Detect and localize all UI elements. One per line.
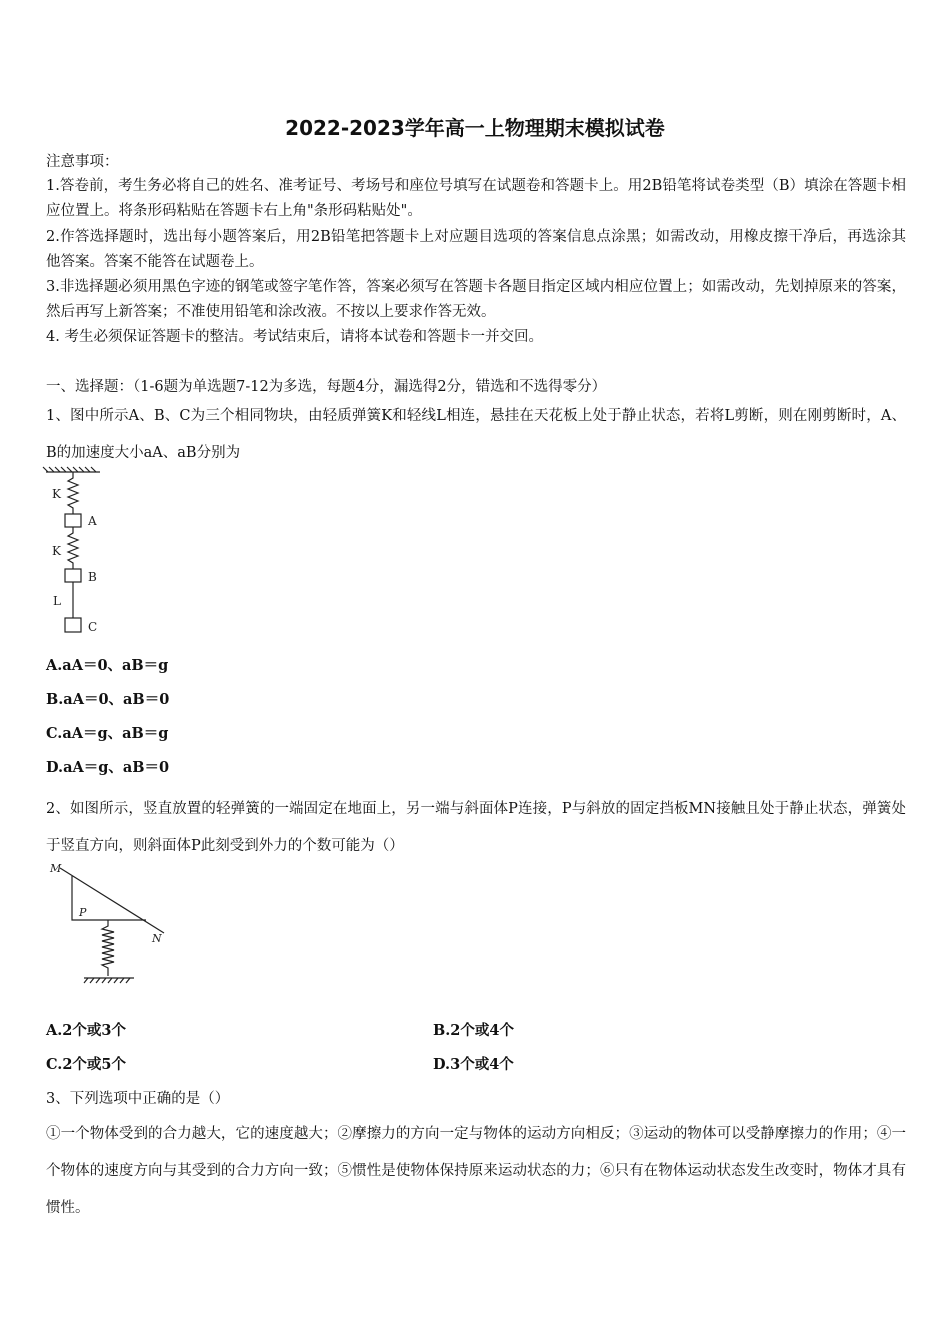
q2-option-b: B.2个或4个 <box>433 1022 514 1039</box>
q1-option-a: A.aA＝0、aB＝g <box>46 657 169 674</box>
q2-option-c: C.2个或5个 <box>46 1056 127 1073</box>
q1-option-d: D.aA＝g、aB＝0 <box>46 759 170 776</box>
figure-label-c: C <box>88 620 98 634</box>
notice-item-3: 3.非选择题必须用黑色字迹的钢笔或签字笔作答，答案必须写在答题卡各题目指定区域内相应位置上；如需改动，先划掉原来的答案，然后再写上新答案；不准使用铅笔和涂改液。不按以上要求作答无效。 <box>46 279 906 320</box>
figure-label-b: B <box>88 570 97 584</box>
figure-label-k-top: K <box>52 487 61 501</box>
question-3-stem: 3、下列选项中正确的是（） <box>46 1091 230 1107</box>
q2-option-a: A.2个或3个 <box>46 1022 126 1039</box>
figure-label-a: A <box>88 514 97 528</box>
notice-heading: 注意事项： <box>46 154 119 170</box>
notice-item-1: 1.答卷前，考生务必将自己的姓名、准考证号、考场号和座位号填写在试题卷和答题卡上。用2B铅笔将试卷类型（B）填涂在答题卡相应位置上。将条形码粘贴在答题卡右上角"条形码粘贴处"。 <box>46 178 906 219</box>
figure-label-l: L <box>53 594 61 608</box>
page-title: 2022-2023学年高一上物理期末模拟试卷 <box>285 116 665 140</box>
question-2-figure <box>46 858 171 986</box>
figure-label-m: M <box>50 862 62 875</box>
question-1-stem: 1、图中所示A、B、C为三个相同物块，由轻质弹簧K和轻线L相连，悬挂在天花板上处于静止状态，若将L剪断，则在刚剪断时，A、B的加速度大小aA、aB分别为 <box>46 408 906 461</box>
q1-option-c: C.aA＝g、aB＝g <box>46 725 169 742</box>
figure-label-p: P <box>79 906 87 919</box>
figure-label-k-bottom: K <box>52 544 61 558</box>
figure-label-n: N <box>152 932 162 945</box>
notice-item-4: 4. 考生必须保证答题卡的整洁。考试结束后，请将本试卷和答题卡一并交回。 <box>46 329 543 345</box>
q1-option-b: B.aA＝0、aB＝0 <box>46 691 170 708</box>
section-heading: 一、选择题：（1-6题为单选题7-12为多选，每题4分，漏选得2分，错选和不选得零分） <box>46 379 607 395</box>
question-2-stem: 2、如图所示，竖直放置的轻弹簧的一端固定在地面上，另一端与斜面体P连接，P与斜放的固定挡板MN接触且处于静止状态，弹簧处于竖直方向，则斜面体P此刻受到外力的个数可能为（） <box>46 801 906 854</box>
notice-item-2: 2.作答选择题时，选出每小题答案后，用2B铅笔把答题卡上对应题目选项的答案信息点涂黑；如需改动，用橡皮擦干净后，再选涂其他答案。答案不能答在试题卷上。 <box>46 229 906 270</box>
question-1-figure <box>40 466 120 638</box>
q2-option-d: D.3个或4个 <box>433 1056 514 1073</box>
question-3-body: ①一个物体受到的合力越大，它的速度越大；②摩擦力的方向一定与物体的运动方向相反；③运动的物体可以受静摩擦力的作用；④一个物体的速度方向与其受到的合力方向一致；⑤惯性是使物体保持原来运动状态的力；⑥只有在物体运动状态发生改变时，物体才具有惯性。 <box>46 1126 906 1216</box>
